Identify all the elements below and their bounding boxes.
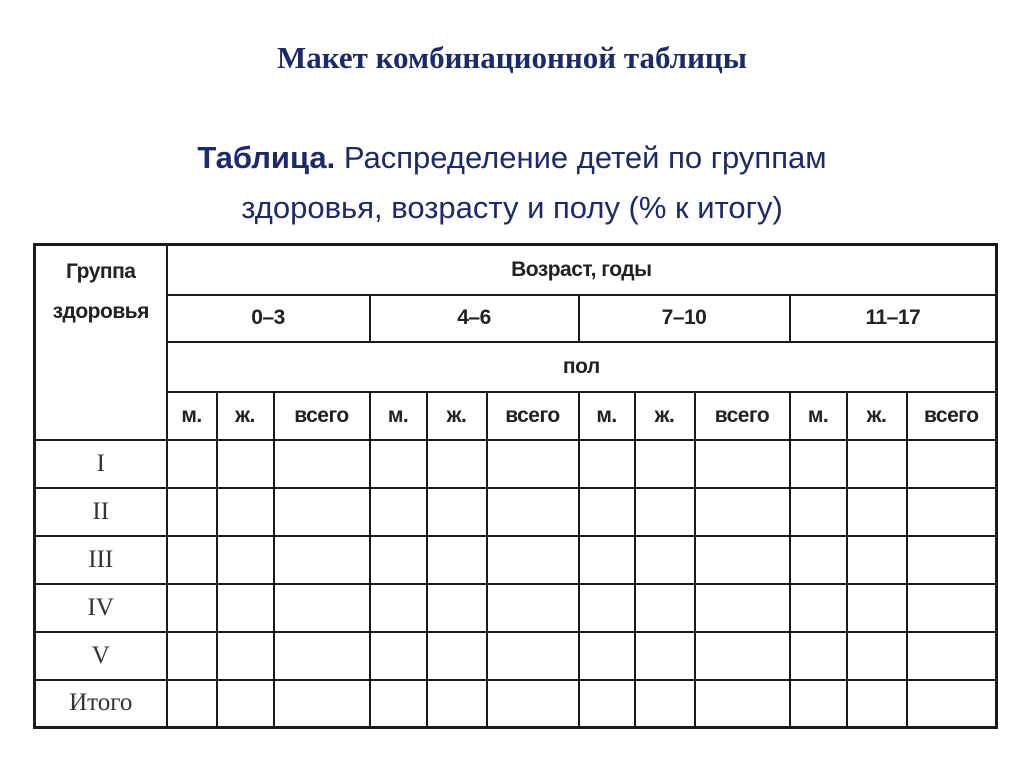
table-cell [695,584,790,632]
sex-label-male: м. [167,392,217,440]
table-cell [695,680,790,728]
table-cell [217,536,274,584]
table-cell [274,632,370,680]
table-cell [370,440,427,488]
table-cell [790,680,847,728]
table-cell [847,440,907,488]
header-row-age-groups [35,295,997,342]
header-row-sex [35,342,997,392]
table-cell [579,680,635,728]
row-label: Итого [35,680,167,728]
table-cell [907,632,997,680]
sex-label-male: м. [370,392,427,440]
table-cell [695,632,790,680]
table-cell [167,488,217,536]
table-cell [167,632,217,680]
table-cell [427,632,487,680]
group-header: Группа здоровья [35,245,167,440]
table-cell [907,680,997,728]
table-cell [274,680,370,728]
table-cell [635,440,695,488]
row-label: III [35,536,167,584]
sex-label-male: м. [790,392,847,440]
table-cell [579,632,635,680]
table-cell [487,440,579,488]
caption-label: Таблица. [197,140,336,175]
sex-label-male: м. [579,392,635,440]
header-row-sex-labels [35,392,997,440]
table-cell [217,440,274,488]
table-cell [217,680,274,728]
caption-line-1: Распределение детей по группам [343,140,827,175]
table-cell [427,584,487,632]
sex-label-total: всего [695,392,790,440]
table-cell [274,536,370,584]
table-cell [790,632,847,680]
sex-label-female: ж. [635,392,695,440]
slide-title: Макет комбинационной таблицы [277,40,747,75]
table-cell [695,488,790,536]
table-cell [487,488,579,536]
table-cell [167,536,217,584]
table-cell [847,632,907,680]
table-cell [790,536,847,584]
sex-label-total: всего [907,392,997,440]
age-group-0-3: 0–3 [167,295,370,342]
table-cell [847,488,907,536]
sex-label-female: ж. [847,392,907,440]
table-cell [427,488,487,536]
table-cell [217,584,274,632]
sex-label-total: всего [487,392,579,440]
table-cell [370,680,427,728]
table-cell [790,488,847,536]
row-label: I [35,440,167,488]
table-row [35,440,997,488]
row-label: V [35,632,167,680]
table-cell [695,440,790,488]
table-cell [579,440,635,488]
table-cell [370,488,427,536]
table-caption [0,133,1024,233]
table-cell [907,584,997,632]
table-cell [487,536,579,584]
table-cell [847,680,907,728]
sex-label-female: ж. [427,392,487,440]
table-cell [370,536,427,584]
age-header: Возраст, годы [167,245,997,295]
table-cell [635,632,695,680]
table-cell [695,536,790,584]
caption-line-2: здоровья, возрасту и полу (% к итогу) [241,190,783,225]
table-cell [907,536,997,584]
table-row [35,680,997,728]
table-cell [790,440,847,488]
table-cell [579,536,635,584]
table-cell [790,584,847,632]
table-cell [907,488,997,536]
table-cell [217,488,274,536]
table-cell [635,584,695,632]
table-cell [635,536,695,584]
table-cell [274,488,370,536]
sex-header: пол [167,342,997,392]
table-cell [427,680,487,728]
age-group-7-10: 7–10 [579,295,790,342]
table-cell [167,584,217,632]
table-row [35,632,997,680]
table-cell [370,632,427,680]
table-cell [907,440,997,488]
table-cell [635,680,695,728]
age-group-11-17: 11–17 [790,295,997,342]
sex-label-female: ж. [217,392,274,440]
table-cell [487,632,579,680]
age-group-4-6: 4–6 [370,295,579,342]
table-cell [427,440,487,488]
table-cell [487,584,579,632]
table-row [35,488,997,536]
table-cell [579,584,635,632]
combination-table [33,243,998,729]
table-cell [167,440,217,488]
table-row [35,584,997,632]
table-cell [487,680,579,728]
table-cell [217,632,274,680]
table-cell [579,488,635,536]
table-cell [274,584,370,632]
sex-label-total: всего [274,392,370,440]
table-cell [274,440,370,488]
table-cell [847,584,907,632]
table-cell [167,680,217,728]
table-row [35,536,997,584]
row-label: II [35,488,167,536]
table-cell [370,584,427,632]
table-cell [635,488,695,536]
header-row-age [35,245,997,295]
table-cell [847,536,907,584]
table-cell [427,536,487,584]
row-label: IV [35,584,167,632]
